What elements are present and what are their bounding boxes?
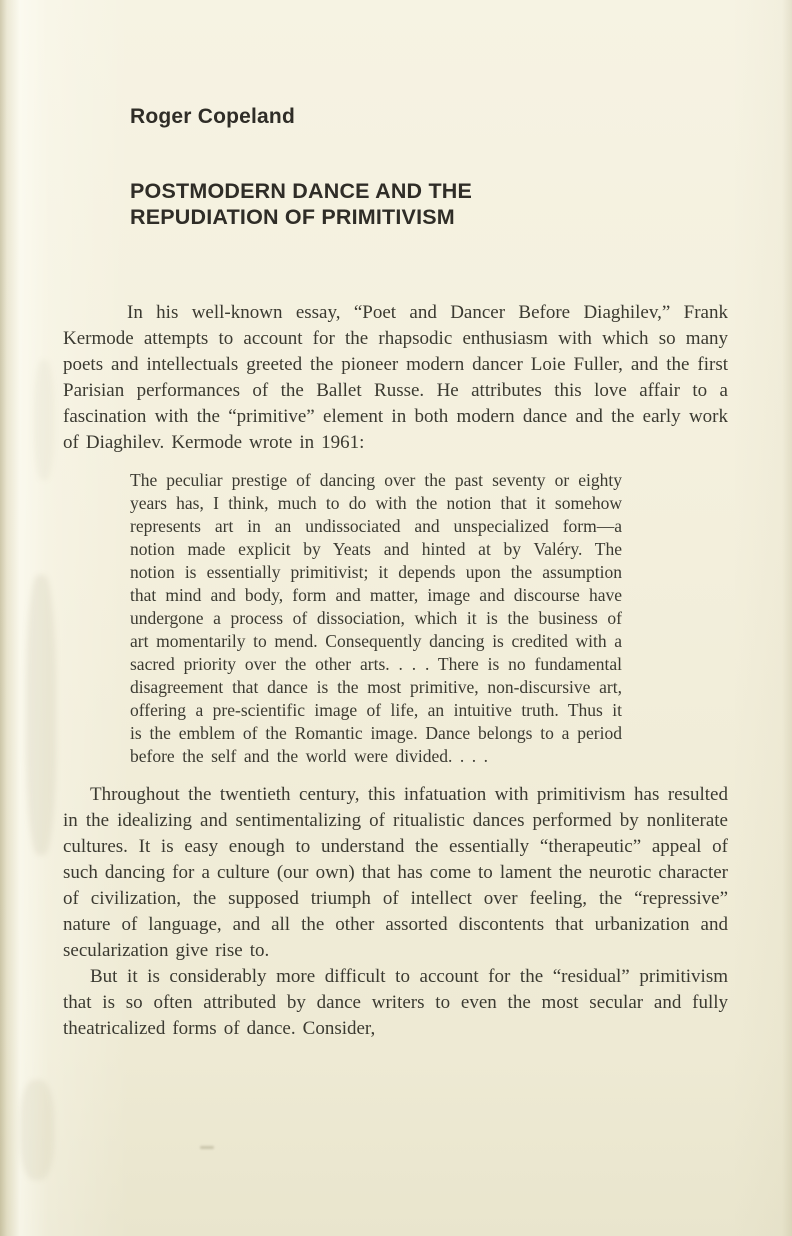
bleedthrough-smudge [34, 360, 54, 480]
scan-speck [200, 1146, 214, 1149]
article-title [130, 178, 728, 230]
paragraph-2: Throughout the twentieth century, this infatuation with primitivism has resulted in the idealizing and sentimentalizing of ritualistic dances performed by nonliterate cultures. It is easy enough to understand the essentially “therapeutic” appeal of such dancing for a culture (our own) that has come to lament the neurotic character of civilization, the supposed triumph of intellect over feeling, the “repressive” nature of language, and all the other assorted discontents that urbanization and secularization give rise to. [63, 784, 728, 961]
kermode-block-quote: The peculiar prestige of dancing over the past seventy or eighty years has, I think, much to do with the notion that it somehow represents art in an undissociated and unspecialized form—a notion made explicit by Yeats and hinted at by Valéry. The notion is essentially primitivist; it depends upon the assumption that mind and body, form and matter, image and discourse have undergone a process of dissociation, which it is the business of art momentarily to mend. Consequently dancing is credited with a sacred priority over the other arts. . . . There is no fundamental disagreement that dance is the most primitive, non-discursive art, offering a pre-scientific image of life, an intuitive truth. Thus it is the emblem of the Romantic image. Dance belongs to a period before the self and the world were divided. . . . [130, 470, 622, 766]
article-title-line-1: POSTMODERN DANCE AND THE [130, 179, 473, 203]
author-name: Roger Copeland [130, 105, 295, 128]
paragraph-3: But it is considerably more difficult to account for the “residual” primitivism that is so often attributed by dance writers to even the most secular and fully theatricalized forms of dance. Consider, [63, 966, 728, 1039]
paragraph-opening: In his well-known essay, “Poet and Dancer Before Diaghilev,” Frank Kermode attempts to account for the rhapsodic enthusiasm with which so many poets and intellectuals greeted the pioneer modern dancer Loie Fuller, and the first Parisian performances of the Ballet Russe. He attributes this love affair to a fascination with the “primitive” element in both modern dance and the early work of Diaghilev. Kermode wrote in 1961: [63, 302, 728, 453]
bleedthrough-smudge [26, 575, 56, 855]
bleedthrough-smudge [20, 1080, 54, 1180]
article-title-line-2: REPUDIATION OF PRIMITIVISM [130, 205, 455, 229]
